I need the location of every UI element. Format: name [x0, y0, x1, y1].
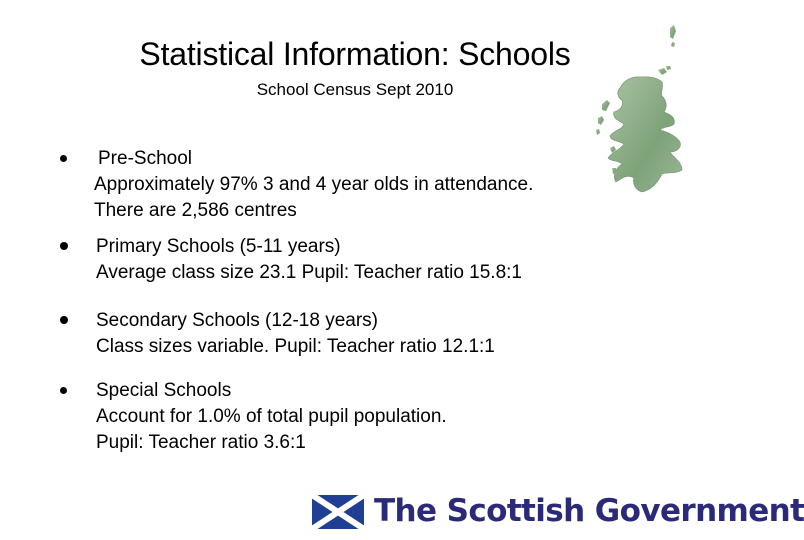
bullet-line: Average class size 23.1 Pupil: Teacher ratio 15.8:1 [96, 262, 522, 283]
logo-text: The Scottish Government [374, 493, 804, 529]
bullet-icon [60, 242, 68, 250]
bullet-line: Class sizes variable. Pupil: Teacher ratio 12.1:1 [96, 336, 495, 357]
slide-subtitle: School Census Sept 2010 [256, 80, 454, 99]
bullet-heading: Secondary Schools (12-18 years) [96, 310, 378, 331]
bullet-line: Approximately 97% 3 and 4 year olds in attendance. [94, 174, 534, 195]
list-item [60, 308, 495, 360]
bullet-line: There are 2,586 centres [94, 200, 297, 221]
scotland-map-icon [572, 22, 712, 202]
bullet-icon [60, 155, 67, 162]
bullet-line: Account for 1.0% of total pupil population. [96, 406, 447, 427]
bullet-line: Pupil: Teacher ratio 3.6:1 [96, 432, 306, 453]
list-item [60, 234, 522, 286]
bullet-heading: Special Schools [96, 380, 232, 401]
bullet-heading: Primary Schools (5-11 years) [96, 236, 341, 257]
slide-title: Statistical Information: Schools [139, 36, 571, 72]
bullet-icon [60, 387, 67, 394]
scottish-government-logo [312, 490, 804, 534]
list-item [60, 378, 447, 456]
bullet-heading: Pre-School [98, 148, 192, 169]
bullet-icon [60, 316, 68, 324]
list-item [60, 146, 533, 224]
saltire-flag-icon [312, 495, 364, 529]
